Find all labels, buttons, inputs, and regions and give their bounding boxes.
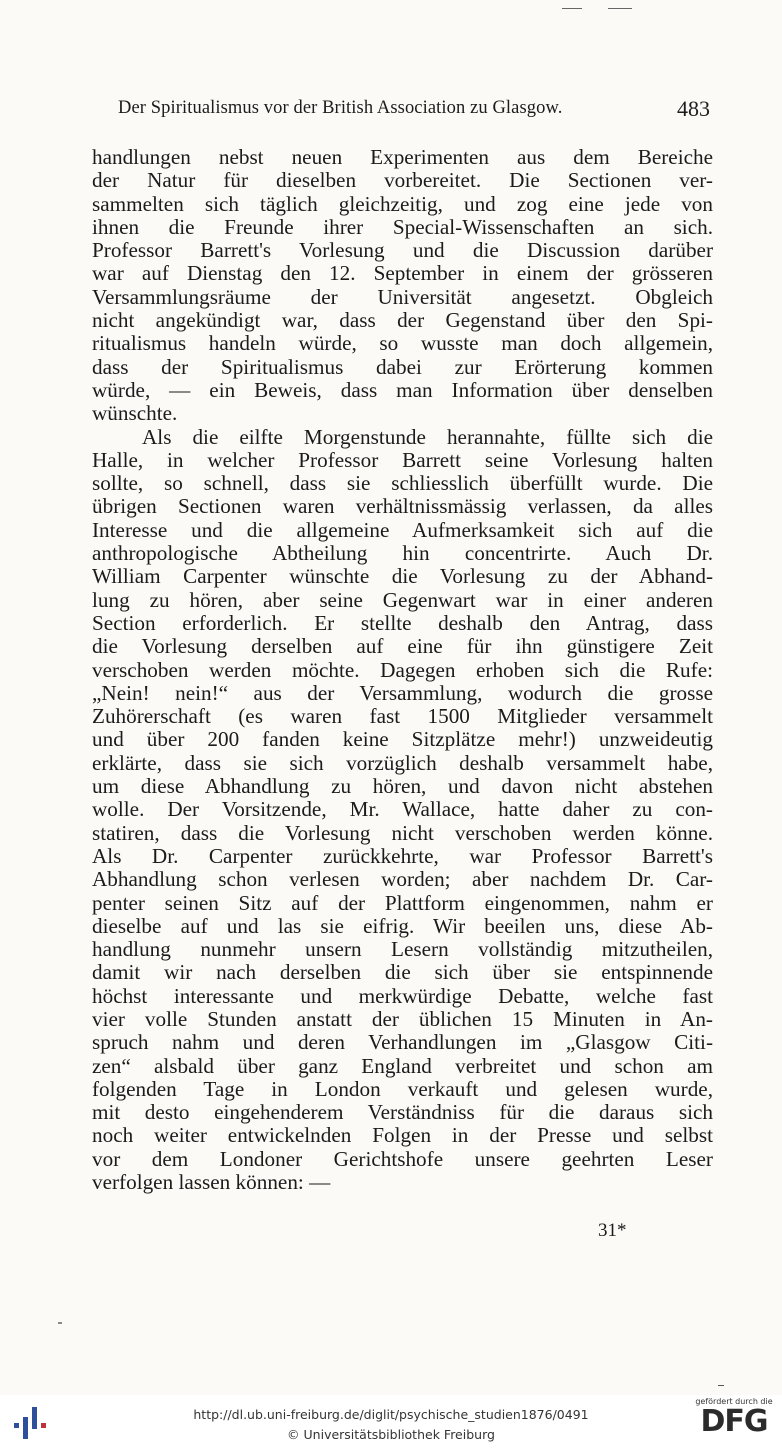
text-line: Als die eilfte Morgenstunde herannahte, füllte sich die: [142, 424, 713, 449]
text-line: wünschte.: [92, 401, 178, 426]
scan-speck: [718, 1385, 724, 1386]
scan-speck: [58, 1322, 62, 1324]
text-line: Professor Barrett's Vorlesung und die Discussion darüber: [92, 238, 713, 263]
text-line: Als Dr. Carpenter zurückkehrte, war Professor Barrett's: [92, 843, 713, 868]
funding-note: gefördert durch die: [695, 1397, 773, 1406]
text-line: handlungen nebst neuen Experimenten aus dem Bereiche: [92, 145, 713, 169]
text-line: nicht angekündigt war, dass der Gegenstand über den Spi-: [92, 308, 713, 333]
text-line: die Vorlesung derselben auf eine für ihn günstigere Zeit: [92, 634, 713, 659]
page-number: 483: [677, 96, 710, 121]
signature-mark: 31*: [598, 1220, 627, 1241]
text-line: mit desto eingehenderem Verständniss für die daraus sich: [92, 1100, 713, 1125]
text-line: Zuhörerschaft (es waren fast 1500 Mitglieder versammelt: [92, 704, 713, 729]
text-line: noch weiter entwickelnden Folgen in der Presse und selbst: [92, 1123, 713, 1148]
text-line: der Natur für dieselben vorbereitet. Die Sectionen ver-: [92, 168, 713, 193]
text-line: damit wir nach derselben die sich über sie entspinnende: [92, 960, 713, 985]
text-line: um diese Abhandlung zu hören, und davon nicht abstehen: [92, 774, 713, 799]
text-line: spruch nahm und deren Verhandlungen im „Glasgow Citi-: [92, 1030, 713, 1055]
text-line: wolle. Der Vorsitzende, Mr. Wallace, hatte daher zu con-: [92, 797, 713, 822]
text-line: vier volle Stunden anstatt der üblichen 15 Minuten in An-: [92, 1006, 713, 1031]
text-line: dass der Spiritualismus dabei zur Erörterung kommen: [92, 354, 713, 379]
text-line: anthropologische Abtheilung hin concentrirte. Auch Dr.: [92, 541, 713, 566]
text-line: William Carpenter wünschte die Vorlesung zu der Abhand-: [92, 564, 713, 589]
dfg-logo: [694, 1397, 774, 1447]
text-line: dieselbe auf und las sie eifrig. Wir beeilen uns, diese Ab-: [92, 913, 713, 938]
text-line: zen“ alsbald über ganz England verbreitet und schon am: [92, 1053, 713, 1078]
text-line: Interesse und die allgemeine Aufmerksamkeit sich auf die: [92, 517, 713, 542]
text-line: „Nein! nein!“ aus der Versammlung, wodurch die grosse: [92, 680, 713, 705]
text-line: verfolgen lassen können: —: [92, 1170, 331, 1195]
body-text: [92, 146, 713, 1194]
text-line: übrigen Sectionen waren verhältnissmässig verlassen, da alles: [92, 494, 713, 519]
text-line: sollte, so schnell, dass sie schliesslich überfüllt wurde. Die: [92, 471, 713, 496]
text-line: ihnen die Freunde ihrer Special-Wissenschaften an sich.: [92, 214, 713, 239]
dfg-logo-mark: DFG: [700, 1404, 768, 1439]
text-line: statiren, dass die Vorlesung nicht verschoben werden könne.: [92, 820, 713, 845]
text-line: höchst interessante und merkwürdige Debatte, welche fast: [92, 983, 713, 1008]
running-head: Der Spiritualismus vor der British Association zu Glasgow.: [118, 98, 563, 118]
text-line: lung zu hören, aber seine Gegenwart war in einer anderen: [92, 587, 713, 612]
text-line: und über 200 fanden keine Sitzplätze mehr!) unzweideutig: [92, 727, 713, 752]
text-line: Halle, in welcher Professor Barrett seine Vorlesung halten: [92, 447, 713, 472]
text-line: war auf Dienstag den 12. September in einem der grösseren: [92, 261, 713, 286]
text-line: würde, — ein Beweis, dass man Information über denselben: [92, 377, 713, 402]
text-line: Section erforderlich. Er stellte deshalb den Antrag, dass: [92, 610, 713, 635]
text-line: vor dem Londoner Gerichtshofe unsere geehrten Leser: [92, 1146, 713, 1171]
text-line: ritualismus handeln würde, so wusste man doch allgemein,: [92, 331, 713, 356]
viewer-footer: [0, 1395, 782, 1449]
text-line: sammelten sich täglich gleichzeitig, und zog eine jede von: [92, 191, 713, 216]
text-line: handlung nunmehr unsern Lesern vollständig mitzutheilen,: [92, 937, 713, 962]
text-line: erklärte, dass sie sich vorzüglich deshalb versammelt habe,: [92, 750, 713, 775]
top-edge-marks: [562, 8, 642, 12]
copyright-notice: © Universitätsbibliothek Freiburg: [287, 1427, 495, 1442]
text-line: folgenden Tage in London verkauft und gelesen wurde,: [92, 1076, 713, 1101]
page-header: [90, 96, 710, 126]
document-permalink[interactable]: http://dl.ub.uni-freiburg.de/diglit/psychische_studien1876/0491: [193, 1407, 589, 1422]
text-line: verschoben werden möchte. Dagegen erhoben sich die Rufe:: [92, 657, 713, 682]
text-line: penter seinen Sitz auf der Plattform eingenommen, nahm er: [92, 890, 713, 915]
text-line: Abhandlung schon verlesen worden; aber nachdem Dr. Car-: [92, 867, 713, 892]
text-line: Versammlungsräume der Universität angesetzt. Obgleich: [92, 284, 713, 309]
